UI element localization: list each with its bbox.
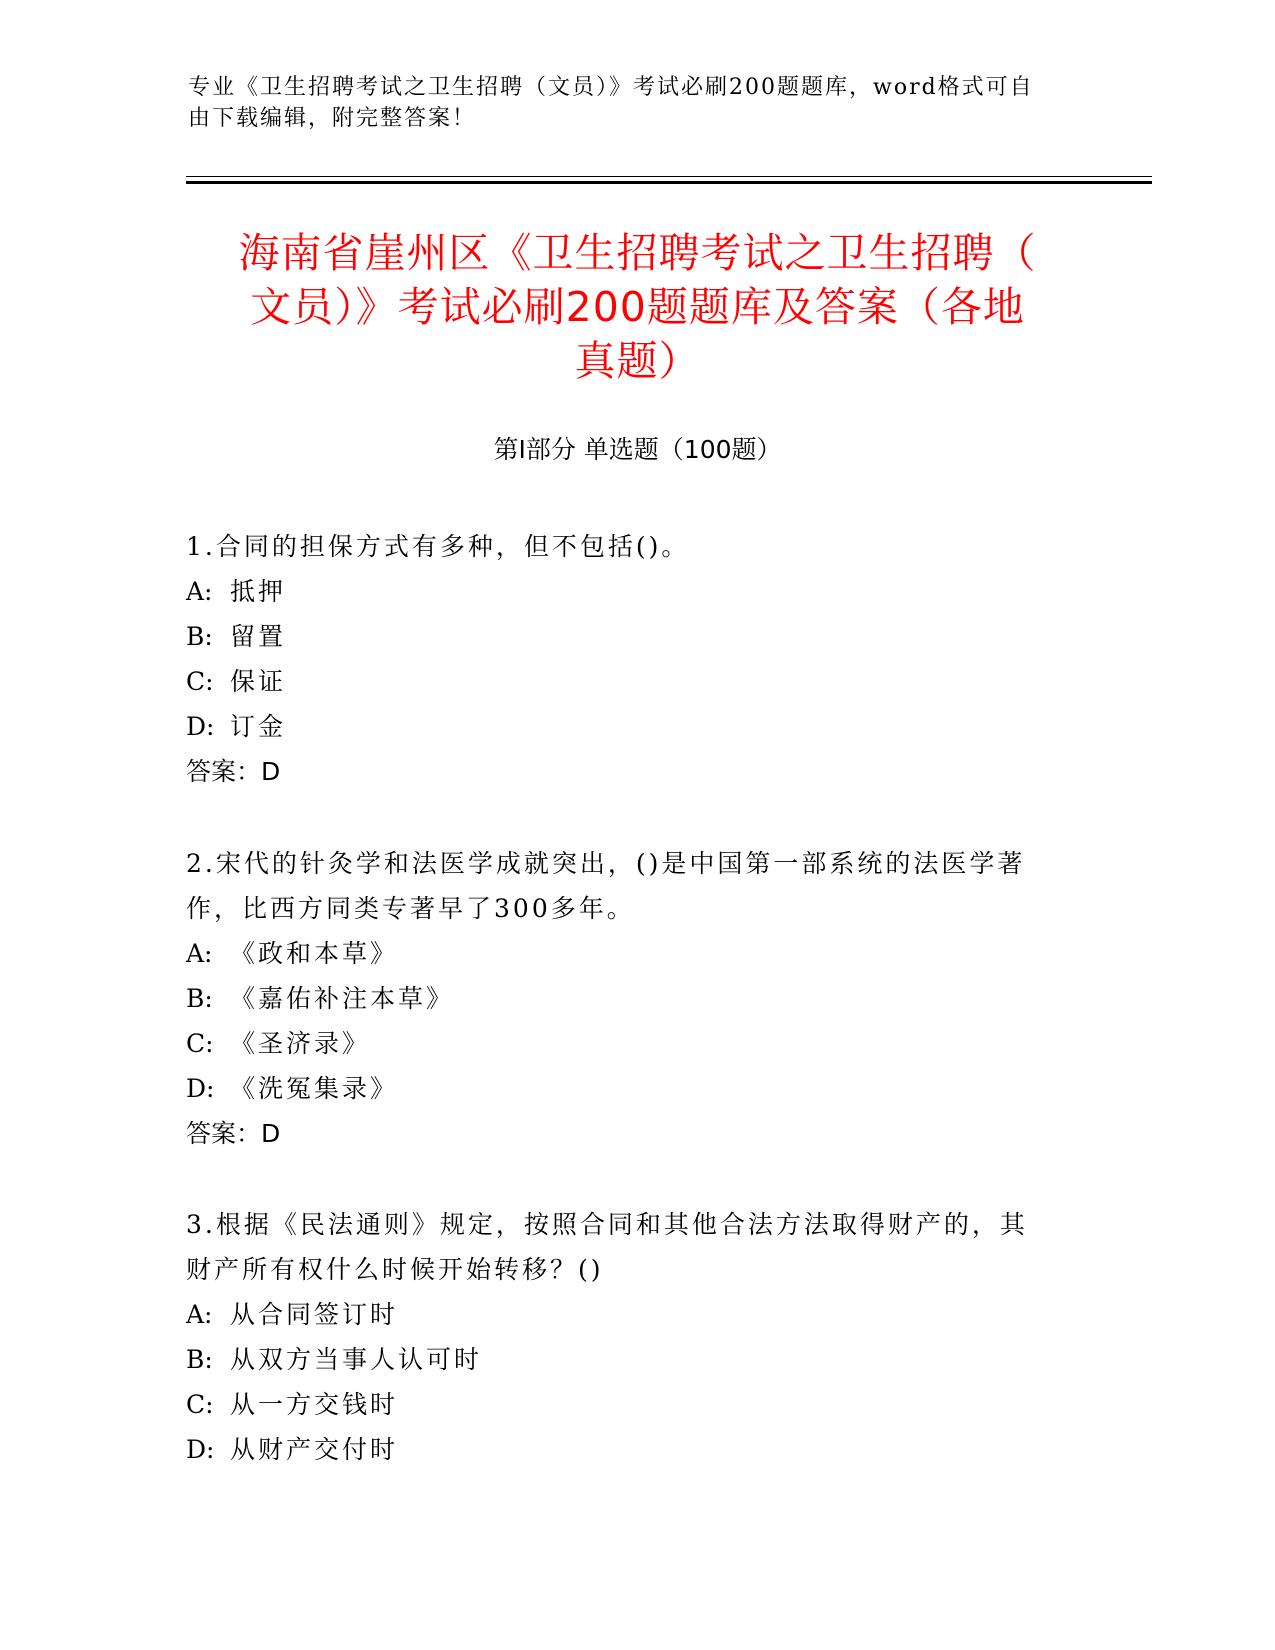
question-stem: 财产所有权什么时候开始转移？(): [186, 1255, 604, 1284]
option-text: 抵押: [230, 577, 287, 606]
option-text: 订金: [230, 712, 287, 741]
option-b: [186, 976, 1066, 1021]
title-line: 海南省崖州区《卫生招聘考试之卫生招聘（: [238, 229, 1037, 277]
option-b: [186, 1337, 1066, 1382]
answer-line: 答案：D: [186, 757, 281, 786]
option-text: 从财产交付时: [230, 1435, 399, 1464]
option-key: A:: [186, 577, 213, 606]
option-text: 从一方交钱时: [230, 1390, 399, 1419]
option-key: C:: [186, 1390, 214, 1419]
question-3: [186, 1202, 1066, 1472]
document-title: [180, 226, 1095, 388]
option-key: C:: [186, 667, 214, 696]
option-text: 保证: [230, 667, 287, 696]
title-line: 真题）: [574, 337, 701, 385]
option-d: [186, 704, 1066, 749]
question-stem: 2.宋代的针灸学和法医学成就突出，()是中国第一部系统的法医学著: [186, 849, 1026, 878]
option-a: [186, 569, 1066, 614]
option-key: B:: [186, 622, 213, 651]
option-a: [186, 1292, 1066, 1337]
option-d: [186, 1427, 1066, 1472]
question-stem: 1.合同的担保方式有多种，但不包括()。: [186, 532, 690, 561]
question-2: [186, 841, 1066, 1156]
question-stem: 3.根据《民法通则》规定，按照合同和其他合法方法取得财产的，其: [186, 1210, 1028, 1239]
option-text: 《圣济录》: [230, 1029, 371, 1058]
header-divider-thick: [186, 181, 1152, 184]
option-b: [186, 614, 1066, 659]
option-key: D:: [186, 1074, 215, 1103]
option-c: [186, 1021, 1066, 1066]
option-key: C:: [186, 1029, 214, 1058]
option-key: A:: [186, 1300, 213, 1329]
option-key: B:: [186, 1345, 213, 1374]
option-key: D:: [186, 1435, 215, 1464]
question-1: [186, 524, 1066, 794]
answer-line: 答案：D: [186, 1119, 281, 1148]
section-heading: 第Ⅰ部分 单选题（100题）: [493, 435, 782, 464]
intro-line: 由下载编辑，附完整答案！: [188, 106, 477, 131]
option-key: D:: [186, 712, 215, 741]
option-c: [186, 1382, 1066, 1427]
option-c: [186, 659, 1066, 704]
option-text: 《嘉佑补注本草》: [230, 984, 455, 1013]
option-a: [186, 931, 1066, 976]
option-text: 《洗冤集录》: [230, 1074, 399, 1103]
option-text: 从合同签订时: [230, 1300, 399, 1329]
intro-text: [188, 72, 1068, 134]
option-text: 《政和本草》: [230, 939, 399, 968]
option-d: [186, 1066, 1066, 1111]
option-key: B:: [186, 984, 213, 1013]
question-stem: 作，比西方同类专著早了300多年。: [186, 894, 635, 923]
title-line: 文员）》考试必刷200题题库及答案（各地: [250, 283, 1025, 331]
option-key: A:: [186, 939, 213, 968]
header-divider-thin: [186, 176, 1152, 177]
option-text: 留置: [230, 622, 287, 651]
option-text: 从双方当事人认可时: [230, 1345, 483, 1374]
intro-line: 专业《卫生招聘考试之卫生招聘（文员）》考试必刷200题题库，word格式可自: [188, 75, 1034, 100]
